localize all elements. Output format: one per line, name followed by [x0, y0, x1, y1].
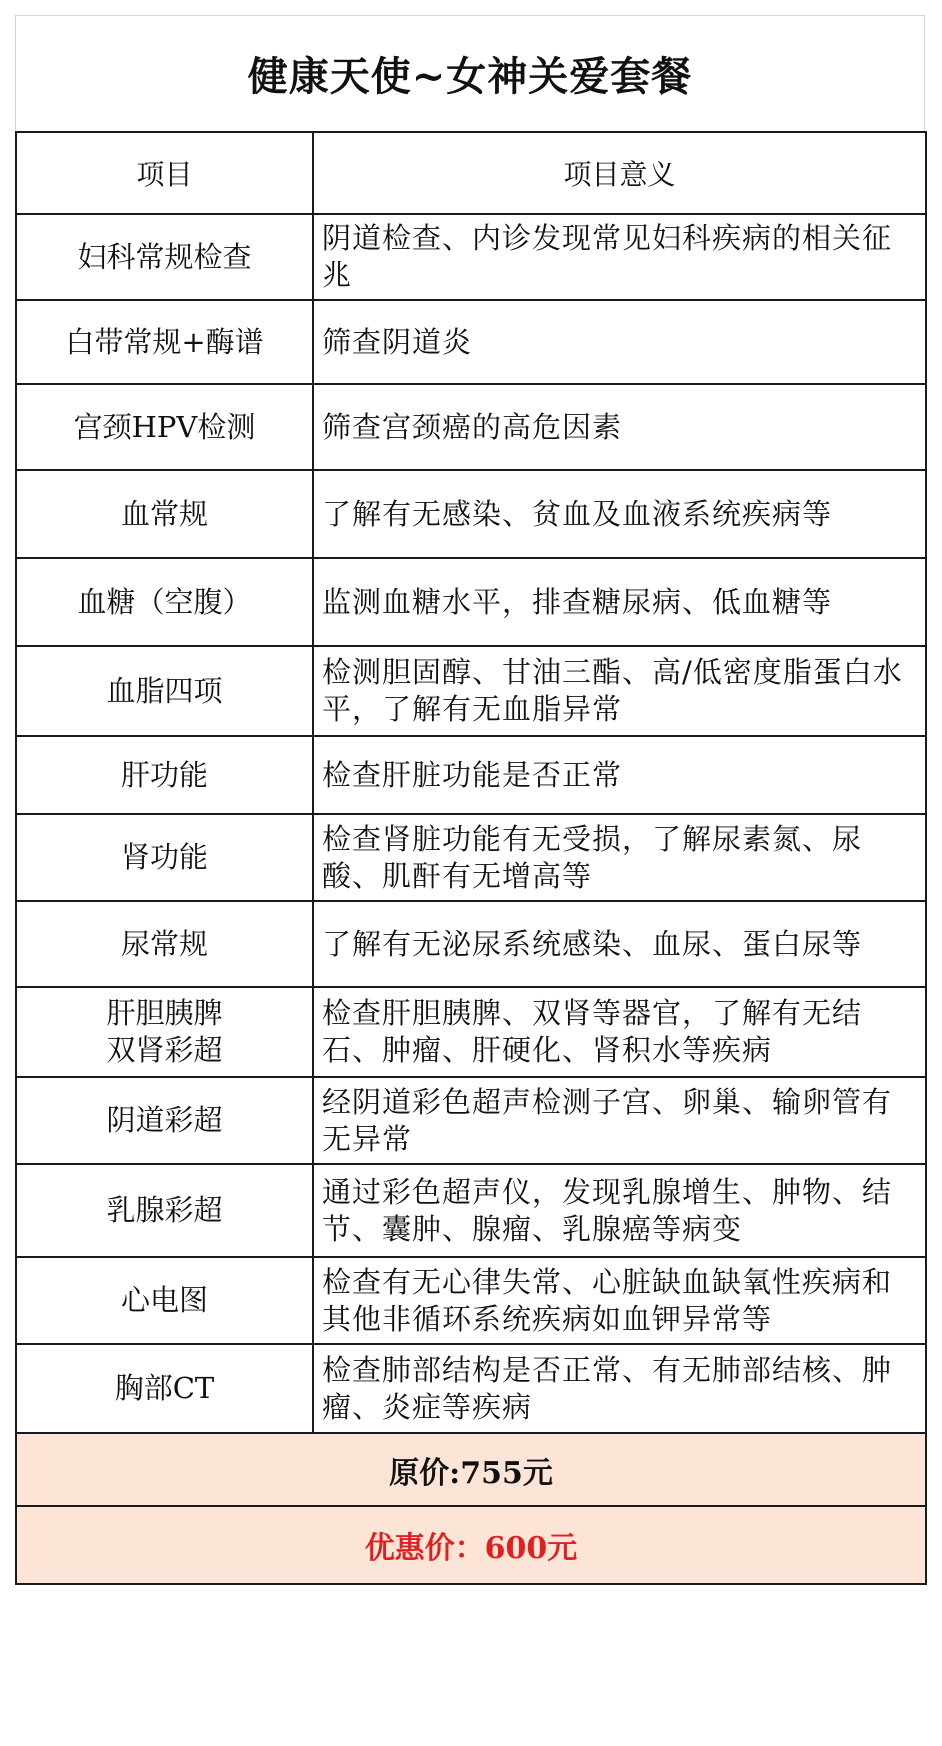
item-name: 乳腺彩超 — [16, 1164, 313, 1257]
table-row — [16, 558, 926, 646]
item-name: 肝功能 — [16, 736, 313, 814]
item-meaning: 监测血糖水平，排查糖尿病、低血糖等 — [313, 558, 926, 646]
item-meaning: 检查肝脏功能是否正常 — [313, 736, 926, 814]
item-meaning: 检查有无心律失常、心脏缺血缺氧性疾病和其他非循环系统疾病如血钾异常等 — [313, 1257, 926, 1344]
item-name: 肝胆胰脾 双肾彩超 — [16, 987, 313, 1077]
table-row — [16, 987, 926, 1077]
table-row — [16, 1344, 926, 1433]
item-meaning: 检查肾脏功能有无受损，了解尿素氮、尿酸、肌酐有无增高等 — [313, 814, 926, 901]
table-row — [16, 214, 926, 300]
table-row — [16, 646, 926, 736]
discount-price-row — [16, 1506, 926, 1584]
item-meaning: 检查肝胆胰脾、双肾等器官，了解有无结石、肿瘤、肝硬化、肾积水等疾病 — [313, 987, 926, 1077]
item-meaning: 检测胆固醇、甘油三酯、高/低密度脂蛋白水平，了解有无血脂异常 — [313, 646, 926, 736]
item-meaning: 筛查宫颈癌的高危因素 — [313, 384, 926, 470]
package-sheet — [15, 15, 925, 1731]
table-row — [16, 300, 926, 384]
item-name: 血脂四项 — [16, 646, 313, 736]
item-meaning: 阴道检查、内诊发现常见妇科疾病的相关征兆 — [313, 214, 926, 300]
discount-price: 优惠价：600元 — [16, 1506, 926, 1584]
item-name: 尿常规 — [16, 901, 313, 987]
table-row — [16, 1164, 926, 1257]
item-meaning: 筛查阴道炎 — [313, 300, 926, 384]
table-header-row — [16, 132, 926, 214]
item-name: 心电图 — [16, 1257, 313, 1344]
item-meaning: 检查肺部结构是否正常、有无肺部结核、肿瘤、炎症等疾病 — [313, 1344, 926, 1433]
header-item: 项目 — [16, 132, 313, 214]
table-row — [16, 736, 926, 814]
item-name: 白带常规+酶谱 — [16, 300, 313, 384]
item-name: 肾功能 — [16, 814, 313, 901]
table-row — [16, 1077, 926, 1164]
table-row — [16, 470, 926, 558]
item-meaning: 了解有无感染、贫血及血液系统疾病等 — [313, 470, 926, 558]
page-title: 健康天使~女神关爱套餐 — [247, 53, 693, 100]
table-row — [16, 814, 926, 901]
original-price-row — [16, 1433, 926, 1506]
table-row — [16, 1257, 926, 1344]
item-name: 胸部CT — [16, 1344, 313, 1433]
item-name: 血常规 — [16, 470, 313, 558]
item-meaning: 经阴道彩色超声检测子宫、卵巢、输卵管有无异常 — [313, 1077, 926, 1164]
table-row — [16, 384, 926, 470]
title-bar — [15, 15, 925, 131]
item-name: 宫颈HPV检测 — [16, 384, 313, 470]
item-meaning: 了解有无泌尿系统感染、血尿、蛋白尿等 — [313, 901, 926, 987]
original-price: 原价:755元 — [16, 1433, 926, 1506]
item-name: 血糖（空腹） — [16, 558, 313, 646]
item-meaning: 通过彩色超声仪，发现乳腺增生、肿物、结节、囊肿、腺瘤、乳腺癌等病变 — [313, 1164, 926, 1257]
item-name: 妇科常规检查 — [16, 214, 313, 300]
package-table — [15, 131, 927, 1585]
item-name: 阴道彩超 — [16, 1077, 313, 1164]
header-meaning: 项目意义 — [313, 132, 926, 214]
table-row — [16, 901, 926, 987]
